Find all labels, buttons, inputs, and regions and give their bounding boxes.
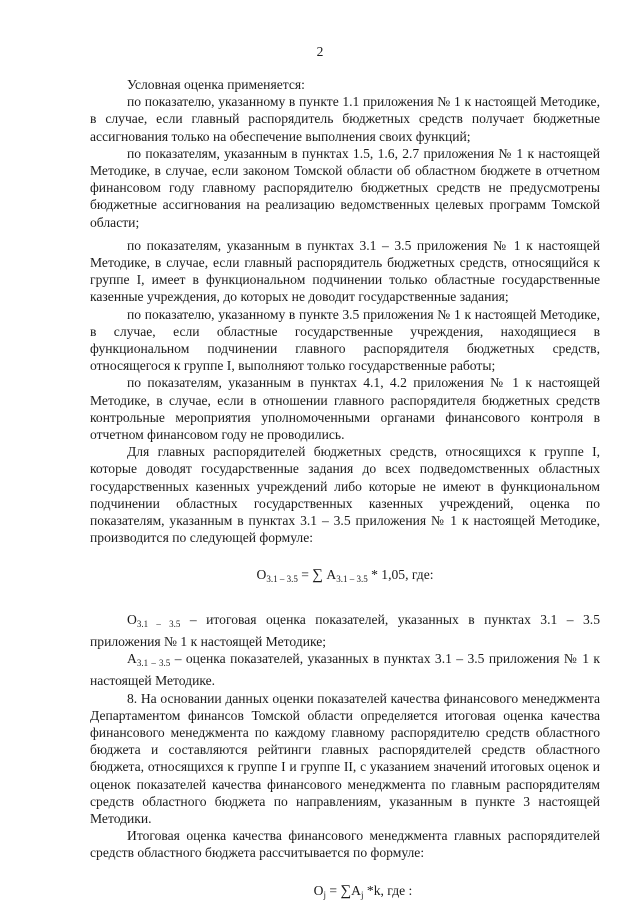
- paragraph-item-1-5: по показателям, указанным в пунктах 1.5, 1.6, 2.7 приложения № 1 к настоящей Методике, в случае, если законом Томской области об областном бюджете в отчетном финансовом году главному распорядителю бюджетных средств не предусмотрены бюджетные ассигнования на реализацию ведомственных целевых программ Томской области;: [90, 145, 600, 230]
- paragraph-item-3-5: по показателю, указанному в пункте 3.5 приложения № 1 к настоящей Методике, в случае, если областные государственные учреждения, находящиеся в функциональном подчинении главного распорядителя бюджетных средств, относящегося к группе I, выполняют только государственные работы;: [90, 306, 600, 374]
- definition-a: $А_{3.1 - 3.5}$ – оценка показателей, указанных в пунктах 3.1 – 3.5 приложения № 1 к настоящей Методике.: [90, 651, 600, 689]
- page-number: 2: [316, 44, 324, 59]
- formula-final: $О_j = \sum А_j$ *k, где :: [313, 882, 413, 900]
- definition-o: $О_{3.1 - 3.5}$ – итоговая оценка показателей, указанных в пунктах 3.1 – 3.5 приложения № 1 к настоящей Методике;: [90, 611, 600, 649]
- paragraph-group-i: Для главных распорядителей бюджетных средств, относящихся к группе I, которые доводят государственные задания до всех подведомственных областных государственных казенных учреждений либо которые не имеют в функциональном подчинении областных государственных казенных учреждений, оценка по показателям, указанным в пунктах 3.1 – 3.5 приложения № 1 к настоящей Методике, производится по следующей формуле:: [90, 444, 600, 546]
- paragraph-8: 8. На основании данных оценки показателей качества финансового менеджмента Департаментом финансов Томской области определяется итоговая оценка качества финансового менеджмента по каждому главному распорядителю средств областного бюджета и составляются рейтинги главных распорядителей средств областного бюджета, относящихся к группе I и группе II, с указанием значений итоговых оценок и оценок показателей качества финансового менеджмента по главным распорядителям средств областного бюджета по направлениям, указанным в пункте 3 настоящей Методики.: [90, 690, 600, 826]
- paragraph-item-1-1: по показателю, указанному в пункте 1.1 приложения № 1 к настоящей Методике, в случае, если главный распорядитель бюджетных средств получает бюджетные ассигнования только на обеспечение выполнения своих функций;: [90, 94, 600, 144]
- paragraph-intro: Условная оценка применяется:: [127, 77, 305, 92]
- paragraph-item-4-1: по показателям, указанным в пунктах 4.1, 4.2 приложения № 1 к настоящей Методике, в случае, если в отношении главного распорядителя бюджетных средств контрольные мероприятия уполномоченными органами финансового контроля в отчетном финансовом году не проводились.: [90, 375, 600, 443]
- paragraph-item-3-1: по показателям, указанным в пунктах 3.1 – 3.5 приложения № 1 к настоящей Методике, в случае, если главный распорядитель бюджетных средств, относящийся к группе I, имеет в функциональном подчинении только областные государственные казенные учреждения, до которых не доводит государственные задания;: [90, 237, 600, 305]
- document-body: [90, 76, 600, 904]
- paragraph-final-formula-intro: Итоговая оценка качества финансового менеджмента главных распорядителей средств областного бюджета рассчитывается по формуле:: [90, 828, 600, 861]
- formula-3-1-3-5: $О_{3.1 - 3.5}$ = ∑ $А_{3.1 - 3.5} * 1,05$, где:: [256, 567, 434, 585]
